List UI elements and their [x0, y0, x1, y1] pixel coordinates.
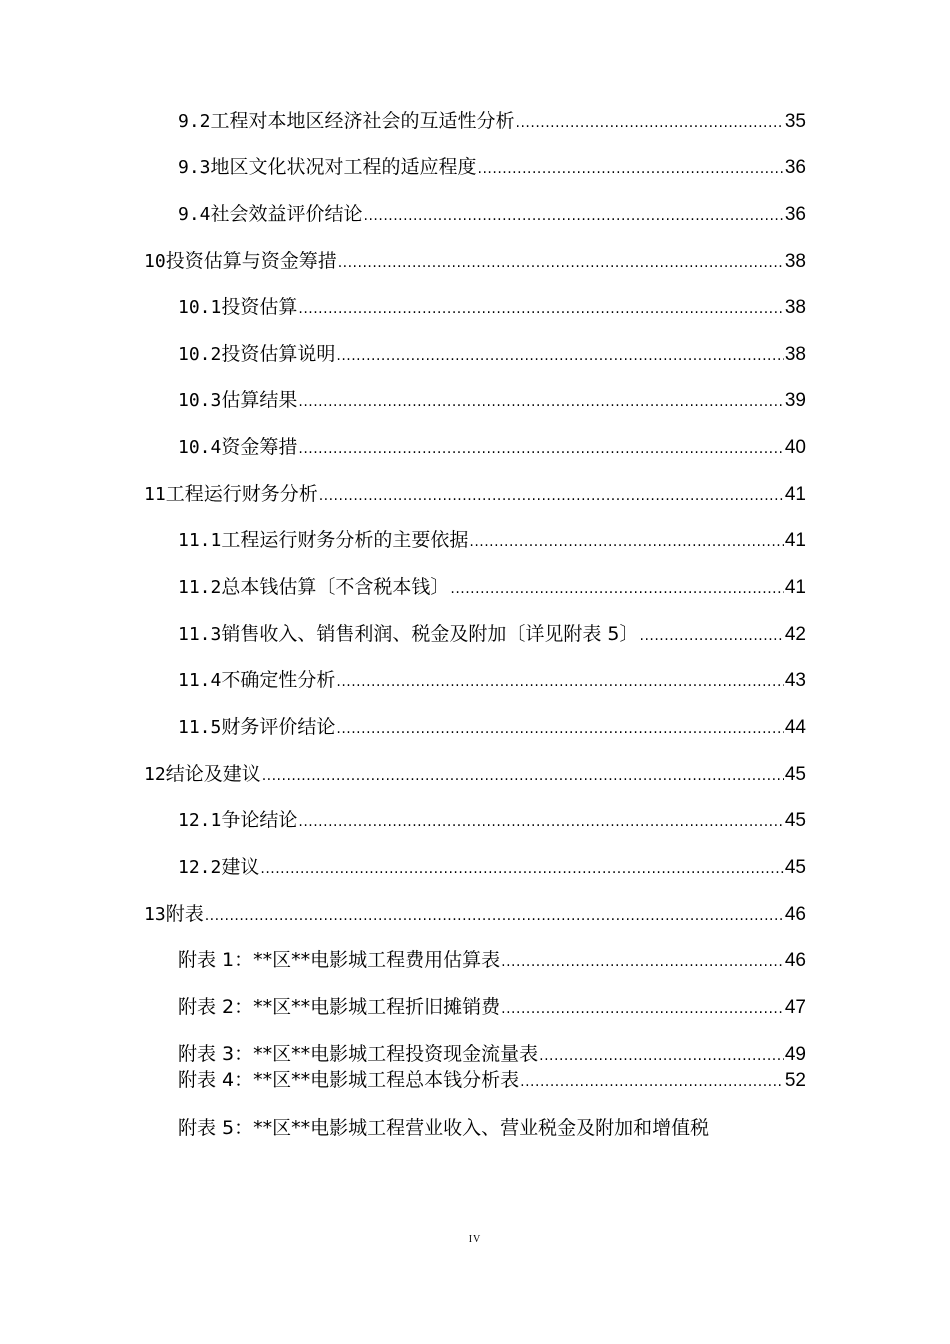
- dot-leader: [205, 904, 784, 928]
- entry-title: 财务评价结论: [221, 716, 336, 738]
- toc-entry[interactable]: [144, 762, 806, 788]
- toc-entry[interactable]: [144, 249, 806, 275]
- entry-number: 11.4: [178, 670, 222, 691]
- toc-entry[interactable]: [178, 202, 806, 228]
- entry-number: 10: [144, 251, 166, 272]
- entry-page-number: 44: [784, 717, 806, 738]
- dot-leader: [501, 950, 784, 974]
- dot-leader: [336, 670, 783, 694]
- entry-page-number: 41: [784, 577, 806, 598]
- entry-page-number: 41: [784, 530, 806, 551]
- entry-number: 11: [144, 484, 166, 505]
- toc-entry[interactable]: [178, 342, 806, 368]
- entry-page-number: 36: [784, 157, 806, 178]
- toc-entry[interactable]: [178, 1042, 806, 1068]
- toc-entry[interactable]: [178, 622, 806, 648]
- entry-title: 结论及建议: [165, 763, 261, 785]
- entry-page-number: 38: [784, 344, 806, 365]
- toc-entry[interactable]: [178, 435, 806, 461]
- entry-title: 资金筹措: [221, 436, 298, 458]
- entry-title: 工程运行财务分析的主要依据: [221, 529, 469, 551]
- entry-page-number: 38: [784, 297, 806, 318]
- toc-entry[interactable]: [178, 808, 806, 834]
- entry-title: 工程运行财务分析: [165, 483, 318, 505]
- dot-leader: [298, 437, 783, 461]
- dot-leader: [516, 111, 784, 135]
- entry-number: 12.2: [178, 857, 222, 878]
- entry-number: 11.1: [178, 530, 222, 551]
- entry-title: 建议: [221, 856, 260, 878]
- dot-leader: [262, 764, 784, 788]
- entry-title: 估算结果: [221, 389, 298, 411]
- dot-leader: [319, 484, 784, 508]
- toc-entry[interactable]: [178, 668, 806, 694]
- dot-leader: [640, 624, 784, 648]
- entry-page-number: 45: [784, 810, 806, 831]
- dot-leader: [539, 1044, 784, 1068]
- entry-page-number: 35: [784, 111, 806, 132]
- entry-page-number: 45: [784, 764, 806, 785]
- toc-entry[interactable]: [178, 295, 806, 321]
- dot-leader: [260, 857, 783, 881]
- dot-leader: [520, 1070, 784, 1094]
- toc-entry[interactable]: [178, 388, 806, 414]
- dot-leader: [298, 390, 783, 414]
- dot-leader: [478, 157, 784, 181]
- entry-number: 12.1: [178, 810, 222, 831]
- entry-title: 地区文化状况对工程的适应程度: [210, 156, 477, 178]
- toc-entry[interactable]: [178, 1116, 806, 1140]
- dot-leader: [364, 204, 784, 228]
- entry-page-number: 42: [784, 624, 806, 645]
- entry-title: 附表: [165, 903, 204, 925]
- entry-title: 附表 5：**区**电影城工程营业收入、营业税金及附加和增值税: [178, 1117, 710, 1139]
- toc-entry[interactable]: [178, 109, 806, 135]
- entry-page-number: 46: [784, 950, 806, 971]
- dot-leader: [336, 344, 783, 368]
- toc-entry[interactable]: [178, 948, 806, 974]
- page-number-footer: IV: [468, 1234, 482, 1245]
- entry-number: 9.2: [178, 111, 211, 132]
- entry-page-number: 47: [784, 997, 806, 1018]
- entry-title: 销售收入、销售利润、税金及附加〔详见附表 5〕: [221, 623, 639, 645]
- entry-title: 附表 1：**区**电影城工程费用估算表: [178, 949, 501, 971]
- dot-leader: [298, 810, 783, 834]
- entry-title: 投资估算与资金筹措: [165, 250, 337, 272]
- entry-number: 10.1: [178, 297, 222, 318]
- dot-leader: [501, 997, 784, 1021]
- entry-page-number: 43: [784, 670, 806, 691]
- entry-number: 10.4: [178, 437, 222, 458]
- toc-entry[interactable]: [178, 575, 806, 601]
- toc-entry[interactable]: [178, 1068, 806, 1094]
- entry-page-number: 41: [784, 484, 806, 505]
- entry-page-number: 36: [784, 204, 806, 225]
- entry-number: 10.3: [178, 390, 222, 411]
- toc-entry[interactable]: [144, 482, 806, 508]
- dot-leader: [469, 530, 783, 554]
- entry-page-number: 39: [784, 390, 806, 411]
- entry-number: 9.3: [178, 157, 211, 178]
- toc-entry[interactable]: [178, 715, 806, 741]
- toc-entry[interactable]: [178, 155, 806, 181]
- entry-title: 社会效益评价结论: [210, 203, 363, 225]
- entry-page-number: 38: [784, 251, 806, 272]
- dot-leader: [298, 297, 783, 321]
- dot-leader: [336, 717, 783, 741]
- entry-number: 9.4: [178, 204, 211, 225]
- entry-number: 11.3: [178, 624, 222, 645]
- entry-title: 投资估算: [221, 296, 298, 318]
- dot-leader: [450, 577, 783, 601]
- entry-page-number: 45: [784, 857, 806, 878]
- entry-title: 工程对本地区经济社会的互适性分析: [210, 110, 515, 132]
- entry-page-number: 49: [784, 1044, 806, 1065]
- toc-entry[interactable]: [144, 902, 806, 928]
- toc-entry[interactable]: [178, 995, 806, 1021]
- entry-page-number: 46: [784, 904, 806, 925]
- entry-title: 争论结论: [221, 809, 298, 831]
- entry-number: 13: [144, 904, 166, 925]
- entry-page-number: 52: [784, 1070, 806, 1091]
- entry-title: 附表 3：**区**电影城工程投资现金流量表: [178, 1043, 539, 1065]
- entry-number: 11.2: [178, 577, 222, 598]
- toc-entry[interactable]: [178, 528, 806, 554]
- entry-title: 不确定性分析: [221, 669, 336, 691]
- entry-title: 附表 2：**区**电影城工程折旧摊销费: [178, 996, 501, 1018]
- entry-number: 10.2: [178, 344, 222, 365]
- entry-title: 附表 4：**区**电影城工程总本钱分析表: [178, 1069, 520, 1091]
- entry-title: 总本钱估算〔不含税本钱〕: [221, 576, 450, 598]
- entry-page-number: 40: [784, 437, 806, 458]
- entry-number: 11.5: [178, 717, 222, 738]
- dot-leader: [338, 251, 784, 275]
- entry-title: 投资估算说明: [221, 343, 336, 365]
- toc-entry[interactable]: [178, 855, 806, 881]
- entry-number: 12: [144, 764, 166, 785]
